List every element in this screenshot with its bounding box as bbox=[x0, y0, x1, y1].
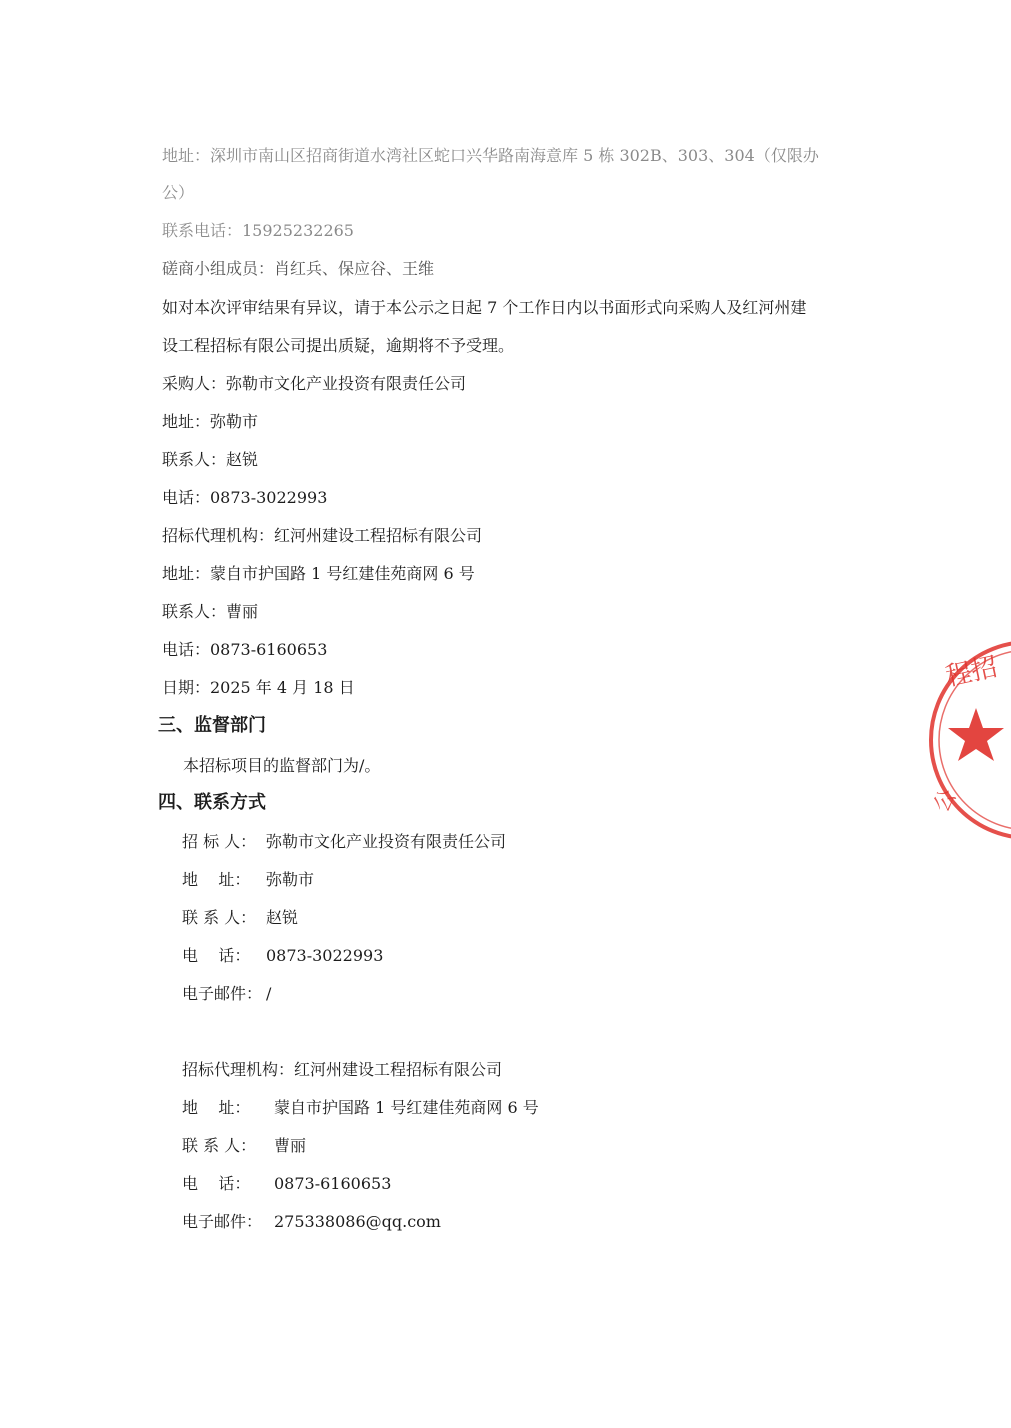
purchaser-contact: 联系人：赵锐 bbox=[162, 450, 259, 469]
agency-contact-row bbox=[182, 1136, 306, 1156]
purchaser-address: 地址：弥勒市 bbox=[162, 412, 259, 431]
tenderer-name-label: 招 标 人： bbox=[182, 832, 257, 851]
evaluator-address-line2: 公） bbox=[162, 183, 195, 202]
agency-contact-person: 曹丽 bbox=[274, 1136, 307, 1155]
agency-phone: 电话：0873-6160653 bbox=[162, 640, 328, 659]
tenderer-phone-label: 电 话： bbox=[182, 946, 251, 965]
tenderer-address-label: 地 址： bbox=[182, 870, 251, 889]
objection-line1: 如对本次评审结果有异议，请于本公示之日起 7 个工作日内以书面形式向采购人及红河州建 bbox=[162, 298, 807, 317]
seal-graphic bbox=[924, 630, 1011, 840]
agency-email-row bbox=[182, 1212, 441, 1232]
agency-name-row bbox=[182, 1060, 502, 1080]
committee-members: 磋商小组成员：肖红兵、保应谷、王维 bbox=[162, 259, 435, 278]
purchaser-phone: 电话：0873-3022993 bbox=[162, 488, 328, 507]
seal-text-top: 程招 bbox=[943, 652, 1001, 693]
agency-address: 地址：蒙自市护国路 1 号红建佳苑商网 6 号 bbox=[162, 564, 475, 583]
tenderer-name-row bbox=[182, 832, 506, 852]
tenderer-email-label: 电子邮件： bbox=[182, 984, 263, 1003]
evaluator-phone: 联系电话：15925232265 bbox=[162, 221, 354, 240]
evaluator-address-line1: 地址：深圳市南山区招商街道水湾社区蛇口兴华路南海意库 5 栋 302B、303、304（仅限办 bbox=[162, 146, 819, 165]
agency-contact: 联系人：曹丽 bbox=[162, 602, 259, 621]
agency-contact-label: 联 系 人： bbox=[182, 1136, 257, 1155]
tenderer-name: 弥勒市文化产业投资有限责任公司 bbox=[266, 832, 507, 851]
tenderer-address: 弥勒市 bbox=[266, 870, 315, 889]
tenderer-email-row bbox=[182, 984, 271, 1004]
tenderer-phone-row bbox=[182, 946, 383, 966]
agency-contact-email: 275338086@qq.com bbox=[274, 1212, 441, 1231]
agency-contact-name: 红河州建设工程招标有限公司 bbox=[294, 1060, 503, 1079]
agency-contact-address: 蒙自市护国路 1 号红建佳苑商网 6 号 bbox=[274, 1098, 539, 1117]
tenderer-phone: 0873-3022993 bbox=[266, 946, 384, 965]
tenderer-email: / bbox=[266, 984, 272, 1003]
agency-phone-row bbox=[182, 1174, 391, 1194]
section4-heading: 四、联系方式 bbox=[158, 792, 266, 813]
company-seal bbox=[924, 630, 1011, 840]
agency-email-label: 电子邮件： bbox=[182, 1212, 263, 1231]
tenderer-address-row bbox=[182, 870, 314, 890]
notice-date: 日期：2025 年 4 月 18 日 bbox=[162, 678, 355, 697]
tenderer-contact-label: 联 系 人： bbox=[182, 908, 257, 927]
purchaser-name: 采购人：弥勒市文化产业投资有限责任公司 bbox=[162, 374, 467, 393]
section3-heading: 三、监督部门 bbox=[158, 715, 266, 736]
seal-star-icon bbox=[948, 708, 1004, 761]
agency-phone-label: 电 话： bbox=[182, 1174, 251, 1193]
seal-text-side: 公 bbox=[929, 785, 962, 817]
agency-address-row bbox=[182, 1098, 539, 1118]
agency-address-label: 地 址： bbox=[182, 1098, 251, 1117]
agency-name: 招标代理机构：红河州建设工程招标有限公司 bbox=[162, 526, 483, 545]
agency-contact-phone: 0873-6160653 bbox=[274, 1174, 392, 1193]
tenderer-contact: 赵锐 bbox=[266, 908, 299, 927]
section3-text: 本招标项目的监督部门为/。 bbox=[183, 756, 381, 775]
tenderer-contact-row bbox=[182, 908, 298, 928]
agency-name-label: 招标代理机构： bbox=[182, 1060, 295, 1079]
objection-line2: 设工程招标有限公司提出质疑，逾期将不予受理。 bbox=[162, 336, 515, 355]
